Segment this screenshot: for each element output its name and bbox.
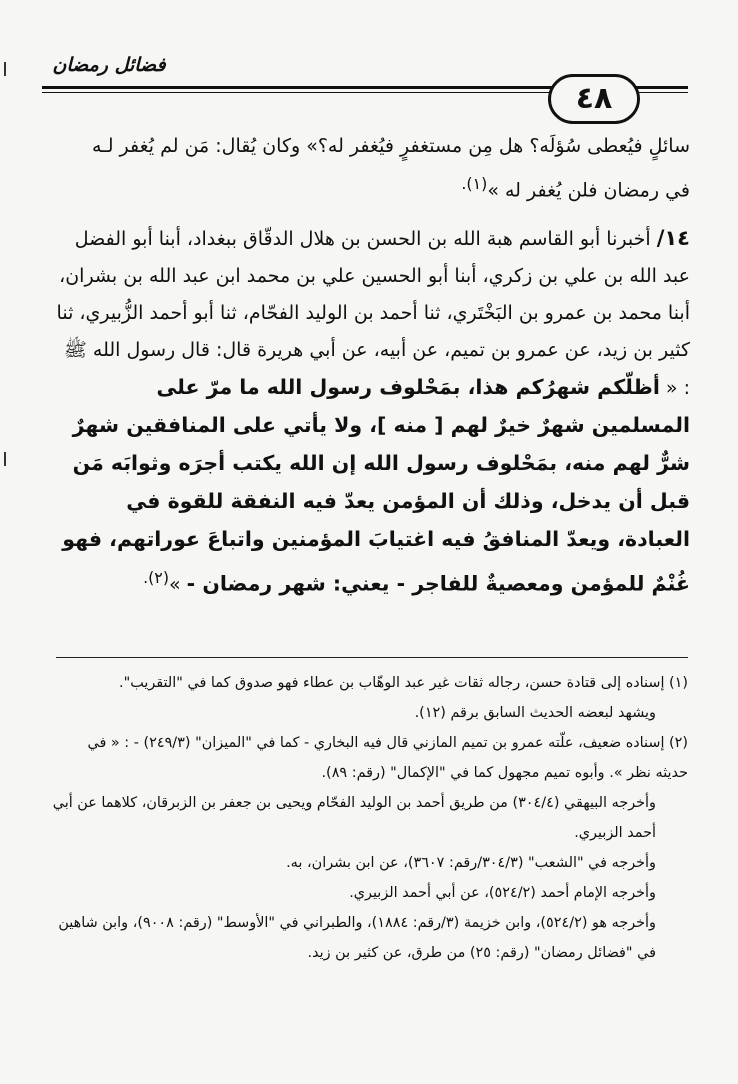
running-header-title: فضائل رمضان — [52, 54, 166, 76]
footnote-2-source-1: وأخرجه البيهقي (٣٠٤/٤) من طريق أحمد بن الوليد الفحّام ويحيى بن جعفر بن الزبرقان، كلاهما عن أبي أحمد الزبيري. — [52, 795, 656, 841]
hadith-14-body — [56, 220, 690, 603]
paragraph-1-line-1: سائلٍ فيُعطى سُؤلَه؟ هل مِن مستغفرٍ فيُغفر له؟» وكان يُقال: مَن لم يُغفر لـه — [91, 135, 690, 157]
footnote-2-source-3: وأخرجه الإمام أحمد (٥٢٤/٢)، عن أبي أحمد الزبيري. — [349, 885, 656, 901]
footnotes — [52, 668, 688, 968]
footnote-2: (٢) إسناده ضعيف، علّته عمرو بن تميم المازني قال فيه البخاري - كما في "الميزان" (٢٤٩/٣) - : « في حديثه نظر ». وأبوه تميم مجهول كما في "الإكمال" (رقم: ٨٩). — [87, 735, 688, 781]
hadith-closing-quote: » — [169, 573, 181, 596]
footnote-1-note: ويشهد لبعضه الحديث السابق برقم (١٢). — [414, 705, 656, 721]
paragraph-1-text: في رمضان فلن يُغفر له » — [487, 179, 690, 202]
hadith-isnad: أخبرنا أبو القاسم هبة الله بن الحسن بن هلال الدقّاق ببغداد، أبنا أبو الفضل عبد الله بن علي بن زكري، أبنا أبو الحسين علي بن محمد ابن عبد الله بن بشران، أبنا محمد بن عمرو بن البَخْتَري، ثنا أحمد بن الوليد الفحّام، ثنا أبو أحمد الزُّبيري، ثنا كثير بن زيد، عن عمرو بن تميم، عن أبيه، عن أبي هريرة قال: قال رسول الله ﷺ : « — [56, 228, 690, 399]
hadith-14 — [56, 220, 690, 603]
footnote-2-source-4: وأخرجه هو (٥٢٤/٢)، وابن خزيمة (٣/رقم: ١٨٨٤)، والطبراني في "الأوسط" (رقم: ٩٠٠٨)، وابن شاهين في "فضائل رمضان" (رقم: ٢٥) من طرق، عن كثير بن زيد. — [58, 915, 656, 961]
footnote-2-source-2: وأخرجه في "الشعب" (٣٠٤/٣/رقم: ٣٦٠٧)، عن ابن بشران، به. — [286, 855, 656, 871]
page-number-oval — [548, 74, 640, 124]
margin-mark-middle — [4, 452, 6, 466]
hadith-matn: أظلّكم شهرُكم هذا، بمَحْلوف رسول الله ما مرّ على المسلمين شهرٌ خيرٌ لهم [ منه ]، ولا يأتي على المنافقين شهرٌ شرٌّ لهم منه، بمَحْلوف رسول الله إن الله يكتب أجرَه وثوابَه مَن قبل أن يدخل، وذلك أن المؤمن يعدّ فيه النفقة للقوة في العبادة، ويعدّ المنافقُ فيه اغتيابَ المؤمنين واتباعَ عوراتهم، فهو غُنْمٌ للمؤمن ومعصيةٌ للفاجر - يعني: شهر رمضان - — [62, 375, 690, 596]
footnote-ref-1: (١). — [461, 174, 488, 193]
page-number: ٤٨ — [575, 81, 613, 116]
hadith-number: ١٤/ — [656, 226, 690, 250]
paragraph-1 — [56, 128, 690, 209]
paragraph-1-line-2 — [56, 165, 690, 209]
footnote-separator — [56, 657, 688, 658]
margin-mark-top — [4, 62, 6, 76]
footnote-ref-2: (٢). — [143, 568, 169, 587]
footnote-1: (١) إسناده إلى قتادة حسن، رجاله ثقات غير عبد الوهّاب بن عطاء فهو صدوق كما في "التقريب". — [119, 675, 688, 691]
